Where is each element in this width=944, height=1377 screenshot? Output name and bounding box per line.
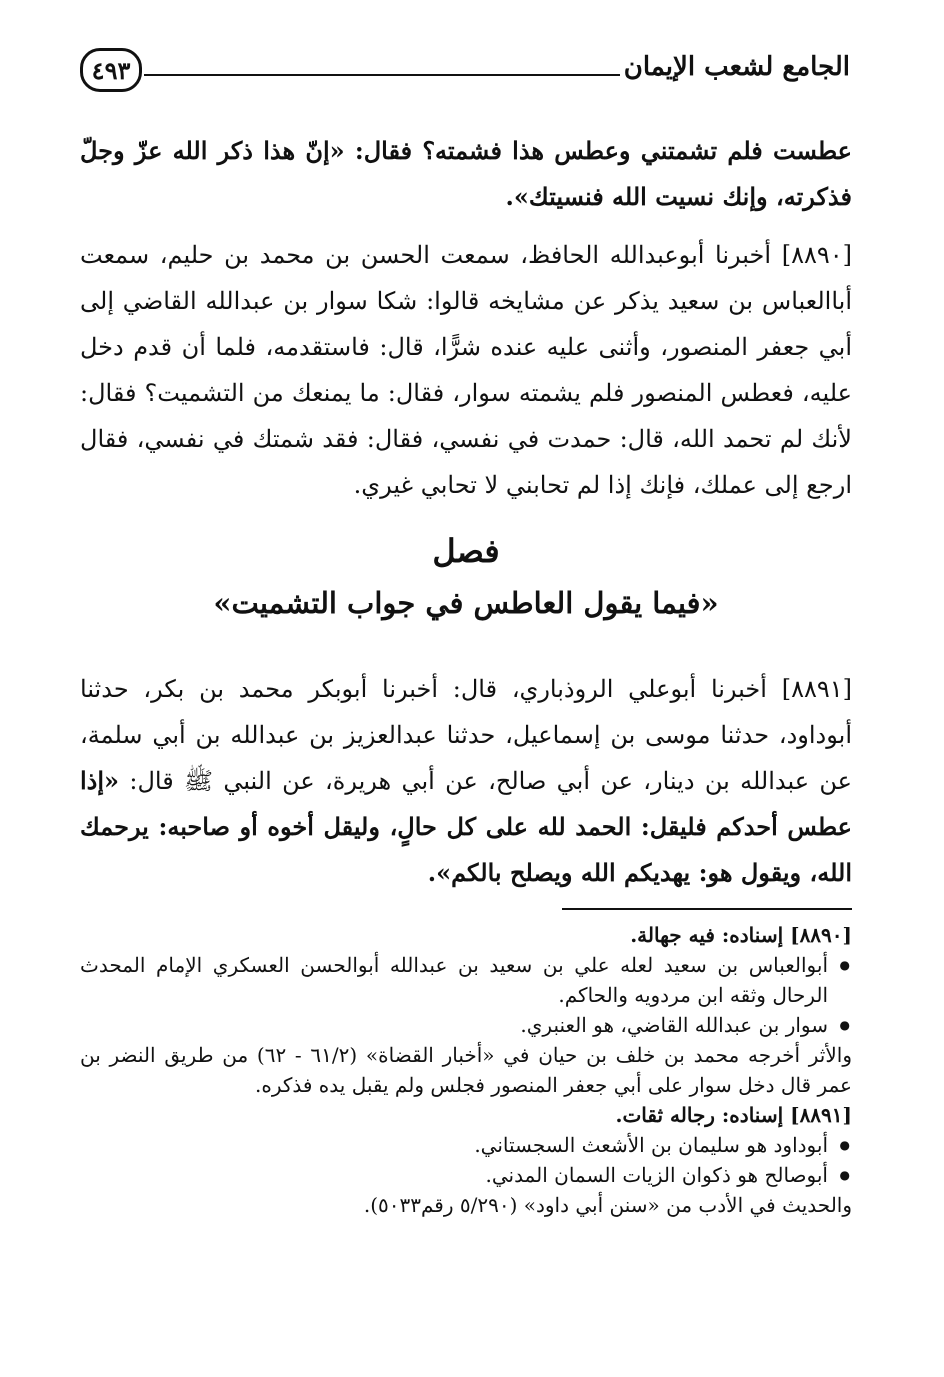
footnote-8891-heading: [٨٨٩١] إسناده: رجاله ثقات. <box>615 1103 852 1127</box>
top-paragraph-text: عطست فلم تشمتني وعطس هذا فشمته؟ فقال: «إنّ هذا ذكر الله عزّ وجلّ فذكرته، وإنك نسيت الله فنسيتك». <box>80 136 852 211</box>
section-title: فصل <box>432 532 500 570</box>
footnote-separator <box>562 908 852 910</box>
hadith-8891-prophetic-text: «إذا عطس أحدكم فليقل: الحمد لله على كل حالٍ، وليقل أخوه أو صاحبه: يرحمك الله، ويقول هو: يهديكم الله ويصلح بالكم». <box>80 766 852 887</box>
hadith-8890-body <box>80 232 852 508</box>
hadith-8891 <box>80 666 852 896</box>
hadith-8891-body <box>80 666 852 896</box>
footnote-8890-bullet-2: ● سوار بن عبدالله القاضي، هو العنبري. <box>80 1010 852 1040</box>
running-title: الجامع لشعب الإيمان <box>623 52 850 82</box>
top-paragraph <box>80 128 852 220</box>
hadith-8891-text: أخبرنا أبوعلي الروذباري، قال: أخبرنا أبوبكر محمد بن بكر، حدثنا أبوداود، حدثنا موسى بن إسماعيل، حدثنا عبدالعزيز بن عبدالله بن أبي سلمة، عن عبدالله بن دينار، عن أبي صالح، عن أبي هريرة، عن النبي ﷺ قال: <box>80 675 852 795</box>
hadith-8890-text: أخبرنا أبوعبدالله الحافظ، سمعت الحسن بن محمد بن حليم، سمعت أباالعباس بن سعيد يذكر عن مشايخه قالوا: شكا سوار بن عبدالله القاضي إلى أبي جعفر المنصور، وأثنى عليه عنده شرًّا، قال: فاستقدمه، فلما أن قدم دخل عليه، فعطس المنصور فلم يشمته سوار، فقال: ما يمنعك من التشميت؟ فقال: لأنك لم تحمد الله، قال: حمدت في نفسي، فقال: فقد شمتك في نفسي، فقال ارجع إلى عملك، فإنك إذا لم تحابني لا تحابي غيري. <box>80 241 852 499</box>
hadith-8891-number: [٨٨٩١] <box>781 675 852 703</box>
footnotes <box>80 920 852 1220</box>
footnote-8891-bullet-1: ● أبوداود هو سليمان بن الأشعث السجستاني. <box>80 1130 852 1160</box>
footnote-8890-bullet-1: ● أبوالعباس بن سعيد لعله علي بن سعيد بن عبدالله أبوالحسن العسكري الإمام المحدث الرحال وثقه ابن مردويه والحاكم. <box>80 950 852 1010</box>
page-header <box>80 48 850 102</box>
footnote-8890-note: والأثر أخرجه محمد بن خلف بن حيان في «أخبار القضاة» (٦١/٢ - ٦٢) من طريق النضر بن عمر قال دخل سوار على أبي جعفر المنصور فجلس ولم يقبل يده فذكره. <box>80 1043 852 1097</box>
footnote-8890-heading: [٨٨٩٠] إسناده: فيه جهالة. <box>630 923 852 947</box>
page-number-badge: ٤٩٣ <box>80 48 142 92</box>
section-subtitle: «فيما يقول العاطس في جواب التشميت» <box>213 586 719 620</box>
header-rule <box>144 74 620 76</box>
footnote-8891-bullet-2: ● أبوصالح هو ذكوان الزيات السمان المدني. <box>80 1160 852 1190</box>
footnote-8891-note: والحديث في الأدب من «سنن أبي داود» (٥/٢٩٠ رقم٥٠٣٣). <box>363 1193 852 1217</box>
hadith-8890 <box>80 232 852 508</box>
hadith-8890-number: [٨٨٩٠] <box>781 241 852 269</box>
